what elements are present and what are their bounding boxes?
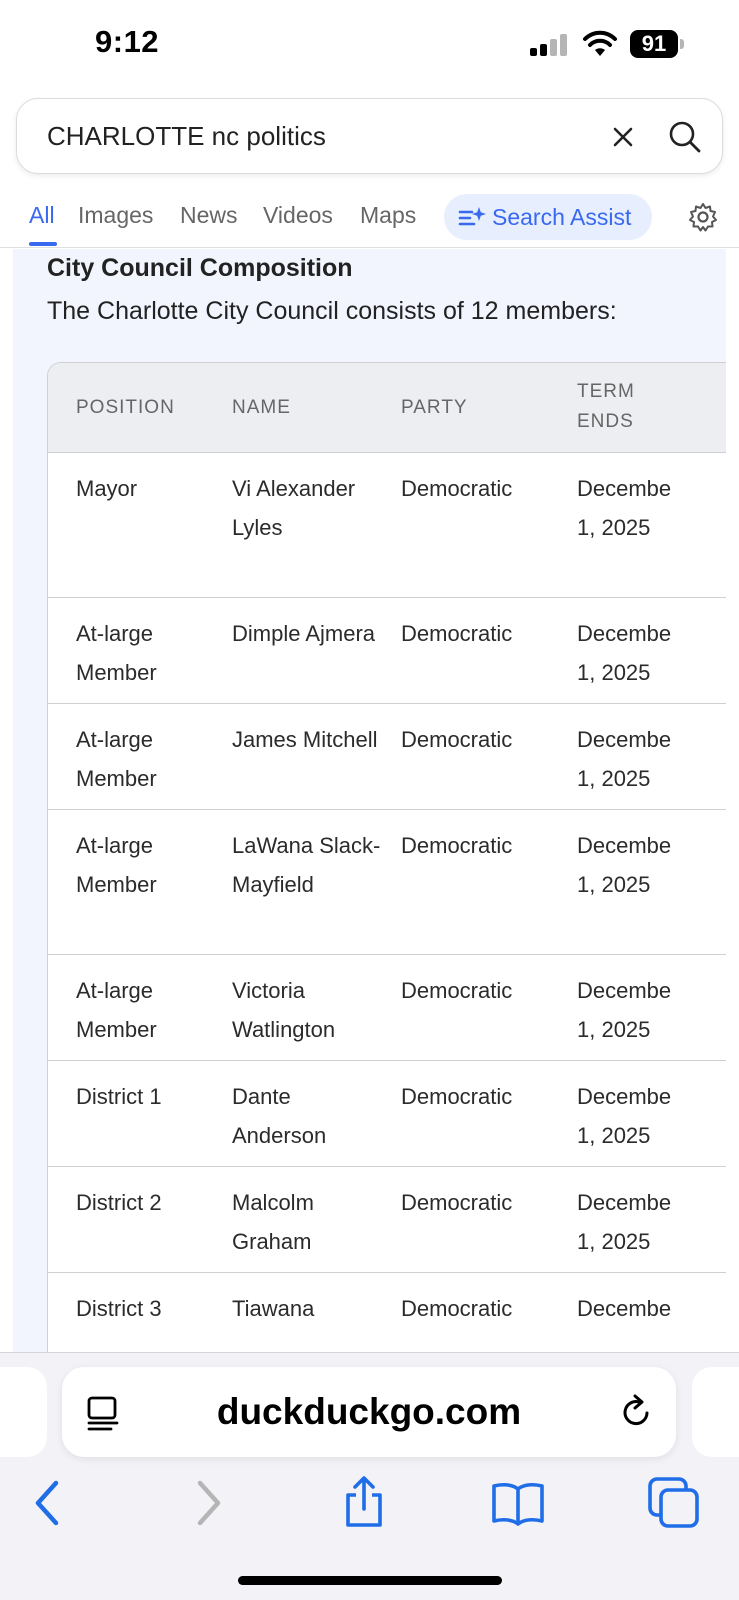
table-row [48, 1061, 726, 1167]
status-time: 9:12 [95, 24, 160, 59]
tab-news[interactable]: News [180, 202, 238, 228]
address-domain[interactable]: duckduckgo.com [216, 1391, 522, 1432]
header-party: PARTY [401, 397, 468, 418]
cell-term: Decembe 1, 2025 [577, 727, 672, 791]
cell-party: Democratic [401, 476, 513, 501]
battery-level: 91 [630, 30, 678, 58]
reload-icon[interactable] [617, 1393, 655, 1431]
search-assist-answer [13, 249, 726, 1352]
header-name: NAME [232, 397, 291, 418]
cell-term: Decembe 1, 2025 [577, 476, 672, 540]
cell-term: Decembe 1, 2025 [577, 1190, 672, 1254]
share-icon[interactable] [336, 1475, 392, 1531]
next-tab-preview[interactable] [692, 1367, 739, 1457]
browser-toolbar [0, 1352, 739, 1600]
cell-position: At-large Member [76, 621, 157, 685]
address-bar[interactable] [62, 1367, 676, 1457]
search-tabs [0, 190, 739, 248]
battery-tip [680, 39, 684, 49]
cellular-signal-icon [530, 34, 572, 56]
cell-party: Democratic [401, 621, 513, 646]
cell-name: Dimple Ajmera [232, 621, 376, 646]
section-intro: The Charlotte City Council consists of 12 members: [47, 297, 617, 325]
search-box[interactable] [16, 98, 723, 174]
table-header [48, 363, 726, 453]
table-row [48, 1167, 726, 1273]
cell-position: District 3 [76, 1296, 162, 1321]
search-icon[interactable] [667, 119, 703, 155]
tab-maps[interactable]: Maps [360, 202, 417, 228]
cell-term: Decembe 1, 2025 [577, 978, 672, 1042]
cell-term: Decembe 1, 2025 [577, 621, 672, 685]
home-indicator[interactable] [238, 1576, 502, 1585]
tab-videos[interactable]: Videos [263, 202, 333, 228]
search-input[interactable]: CHARLOTTE nc politics [47, 121, 326, 151]
status-bar [0, 0, 739, 90]
tab-all[interactable]: All [29, 202, 55, 228]
table-row [48, 598, 726, 704]
table-row [48, 704, 726, 810]
cell-party: Democratic [401, 727, 513, 752]
previous-tab-preview[interactable] [0, 1367, 47, 1457]
close-icon[interactable] [607, 121, 639, 153]
cell-party: Democratic [401, 833, 513, 858]
sparkle-list-icon [458, 204, 486, 230]
cell-name: LaWana Slack-Mayfield [232, 833, 381, 897]
header-position: POSITION [76, 397, 175, 418]
chevron-left-icon[interactable] [20, 1475, 76, 1531]
cell-term: Decembe 1, 2025 [577, 1084, 672, 1148]
cell-party: Democratic [401, 1084, 513, 1109]
cell-party: Democratic [401, 978, 513, 1003]
tab-images[interactable]: Images [78, 202, 154, 228]
table-row [48, 1273, 726, 1352]
council-table[interactable] [47, 362, 726, 1352]
cell-name: Dante Anderson [232, 1084, 327, 1148]
cell-position: Mayor [76, 476, 138, 501]
table-row [48, 955, 726, 1061]
table-row [48, 453, 726, 598]
cell-name: Victoria Watlington [232, 978, 336, 1042]
tabs-icon[interactable] [646, 1475, 702, 1531]
book-icon[interactable] [490, 1475, 546, 1531]
cell-position: District 2 [76, 1190, 162, 1215]
battery-indicator [630, 30, 684, 58]
cell-position: At-large Member [76, 833, 157, 897]
cell-party: Democratic [401, 1296, 513, 1321]
cell-position: District 1 [76, 1084, 162, 1109]
cell-name: Tiawana [232, 1296, 315, 1321]
search-assist-label: Search Assist [492, 204, 632, 230]
wifi-icon [582, 30, 618, 58]
cell-name: Malcolm Graham [232, 1190, 314, 1254]
table-row [48, 810, 726, 955]
cell-term: Decembe 1, 2025 [577, 833, 672, 897]
cell-term: Decembe [577, 1296, 672, 1321]
cell-name: Vi Alexander Lyles [232, 476, 356, 540]
cell-position: At-large Member [76, 978, 157, 1042]
cell-name: James Mitchell [232, 727, 378, 752]
chevron-right-icon[interactable] [180, 1475, 236, 1531]
section-heading: City Council Composition [47, 254, 353, 282]
header-term-ends: TERM ENDS [577, 381, 635, 432]
cell-party: Democratic [401, 1190, 513, 1215]
cell-position: At-large Member [76, 727, 157, 791]
search-assist-button[interactable] [444, 194, 652, 240]
active-tab-indicator [29, 242, 57, 246]
gear-icon[interactable] [688, 202, 718, 232]
